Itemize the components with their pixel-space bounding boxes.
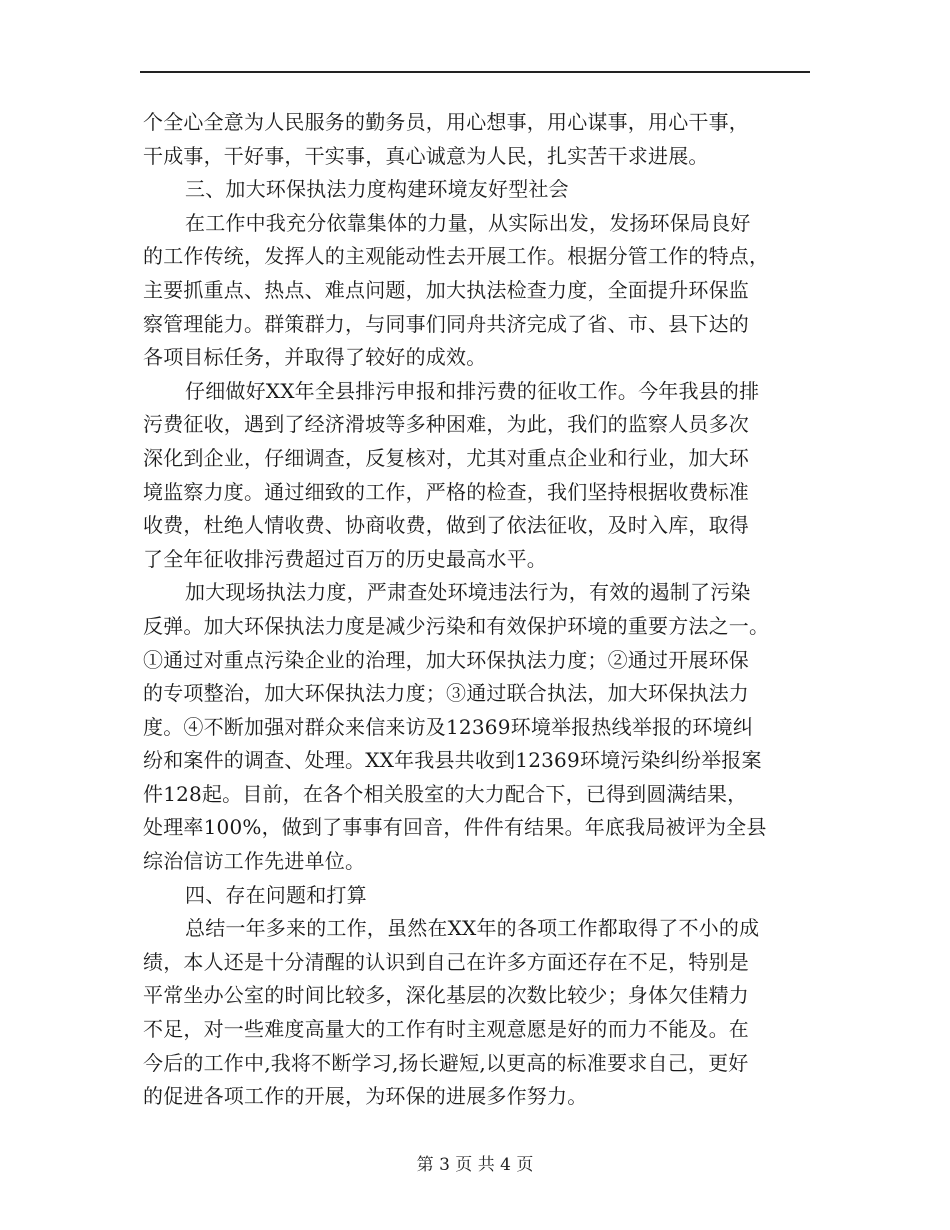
text-line: 各项目标任务，并取得了较好的成效。 [143,345,487,370]
text-line: 处理率100%，做到了事事有回音，件件有结果。年底我局被评为全县 [143,815,767,840]
text-line: ①通过对重点污染企业的治理，加大环保执法力度；②通过开展环保 [143,647,749,672]
header-rule [140,71,810,73]
text-line: 的工作传统，发挥人的主观能动性去开展工作。根据分管工作的特点， [143,244,770,269]
text-line: 察管理能力。群策群力，与同事们同舟共济完成了省、市、县下达的 [143,311,749,336]
text-line: 的专项整治，加大环保执法力度；③通过联合执法，加大环保执法力 [143,681,749,706]
text-line: 今后的工作中,我将不断学习,扬长避短,以更高的标准要求自己，更好 [143,1050,749,1075]
text-line: 反弹。加大环保执法力度是减少污染和有效保护环境的重要方法之一。 [143,613,770,638]
text-line: 纷和案件的调查、处理。XX年我县共收到12369环境污染纠纷举报案 [143,748,762,773]
text-line: 收费，杜绝人情收费、协商收费，做到了依法征收，及时入库，取得 [143,513,749,538]
section-heading: 四、存在问题和打算 [185,882,367,907]
text-line: 不足，对一些难度高量大的工作有时主观意愿是好的而力不能及。在 [143,1017,749,1042]
page-footer: 第 3 页 共 4 页 [416,1155,534,1175]
text-line: 的促进各项工作的开展，为环保的进展多作努力。 [143,1084,588,1109]
text-line: 了全年征收排污费超过百万的历史最高水平。 [143,546,547,571]
text-line: 度。④不断加强对群众来信来访及12369环境举报热线举报的环境纠 [143,714,754,739]
text-line: 深化到企业，仔细调查，反复核对，尤其对重点企业和行业，加大环 [143,445,749,470]
paragraph-first-line: 总结一年多来的工作，虽然在XX年的各项工作都取得了不小的成 [185,916,760,941]
text-line: 干成事，干好事，干实事，真心诚意为人民，扎实苦干求进展。 [143,143,709,168]
text-line: 主要抓重点、热点、难点问题，加大执法检查力度，全面提升环保监 [143,277,749,302]
paragraph-first-line: 加大现场执法力度，严肃查处环境违法行为，有效的遏制了污染 [185,580,751,605]
paragraph-first-line: 仔细做好XX年全县排污申报和排污费的征收工作。今年我县的排 [185,378,760,403]
section-heading: 三、加大环保执法力度构建环境友好型社会 [185,177,569,202]
text-line: 个全心全意为人民服务的勤务员，用心想事，用心谋事，用心干事， [143,110,749,134]
paragraph-first-line: 在工作中我充分依靠集体的力量，从实际出发，发扬环保局良好 [185,210,751,235]
text-line: 件128起。目前，在各个相关股室的大力配合下，已得到圆满结果， [143,781,748,806]
text-line: 境监察力度。通过细致的工作，严格的检查，我们坚持根据收费标准 [143,479,749,504]
text-line: 绩，本人还是十分清醒的认识到自己在许多方面还存在不足，特别是 [143,949,749,974]
text-line: 污费征收，遇到了经济滑坡等多种困难，为此，我们的监察人员多次 [143,412,749,437]
text-line: 综治信访工作先进单位。 [143,849,366,874]
text-line: 平常坐办公室的时间比较多，深化基层的次数比较少；身体欠佳精力 [143,983,749,1008]
document-body [143,106,811,1114]
